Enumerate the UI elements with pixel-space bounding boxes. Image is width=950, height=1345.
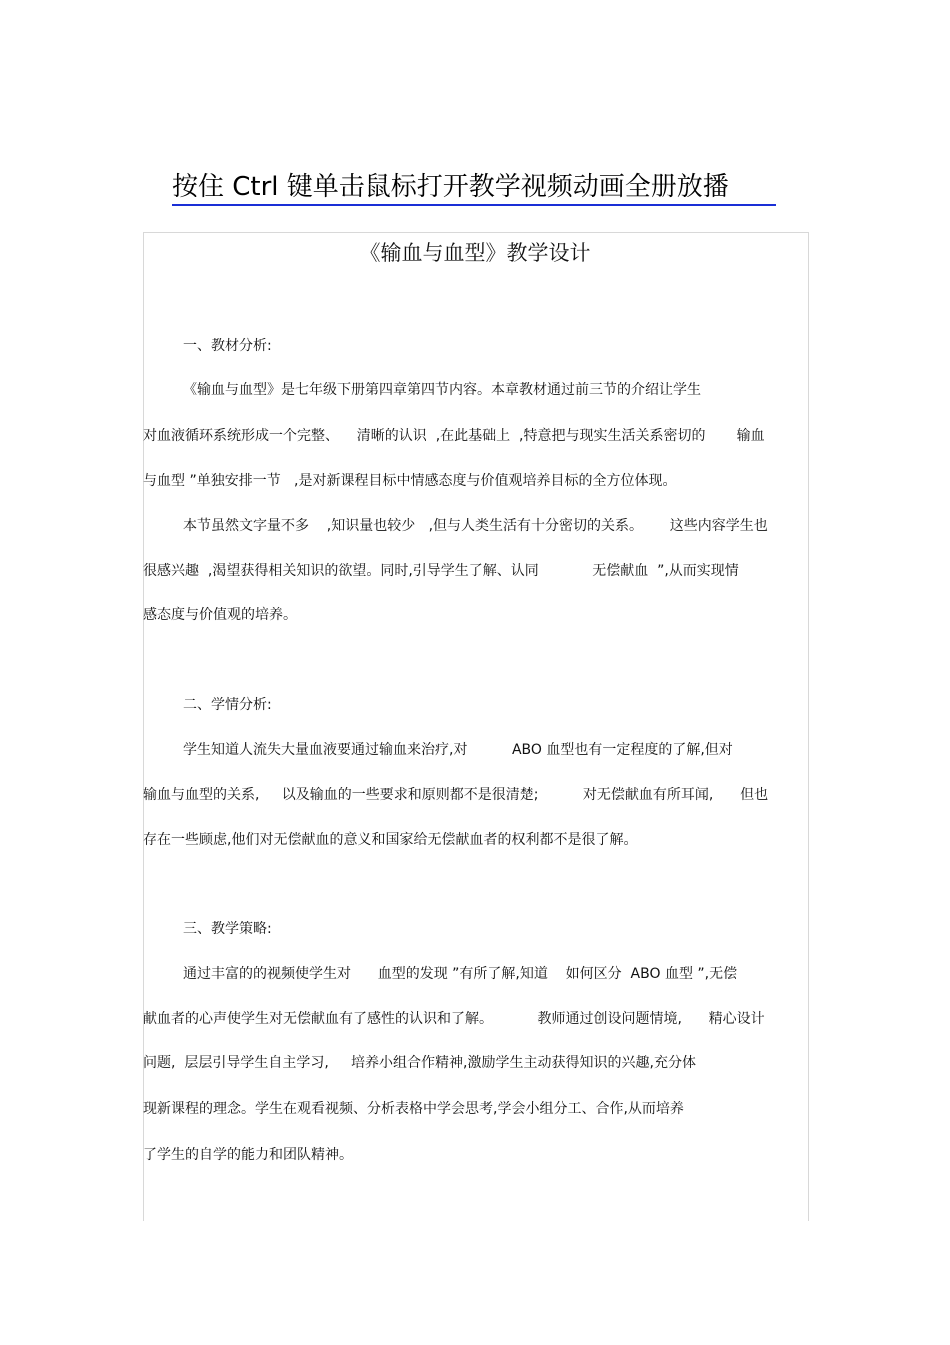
paragraph-line: 感态度与价值观的培养。 (143, 607, 297, 623)
paragraph-line: 献血者的心声使学生对无偿献血有了感性的认识和了解。 教师通过创设问题情境, 精心设计 (143, 1011, 765, 1027)
paragraph-line: 与血型 ”单独安排一节 ,是对新课程目标中情感态度与价值观培养目标的全方位体现。 (143, 473, 677, 489)
paragraph-line: 《输血与血型》是七年级下册第四章第四节内容。本章教材通过前三节的介绍让学生 (183, 382, 701, 398)
video-link-text[interactable]: 按住 Ctrl 键单击鼠标打开教学视频动画全册放播 (172, 172, 729, 202)
paragraph-line: 输血与血型的关系, 以及输血的一些要求和原则都不是很清楚; 对无偿献血有所耳闻, 但也 (143, 787, 769, 803)
video-link[interactable] (172, 170, 776, 206)
paragraph-line: 通过丰富的的视频使学生对 血型的发现 ”有所了解,知道 如何区分 ABO 血型 ”,无偿 (183, 966, 738, 982)
section-heading-textbook-analysis: 一、教材分析: (183, 338, 272, 354)
paragraph-line: 存在一些顾虑,他们对无偿献血的意义和国家给无偿献血者的权利都不是很了解。 (143, 832, 638, 848)
paragraph-line: 问题, 层层引导学生自主学习, 培养小组合作精神,激励学生主动获得知识的兴趣,充分体 (143, 1055, 696, 1071)
paragraph-line: 对血液循环系统形成一个完整、 清晰的认识 ,在此基础上 ,特意把与现实生活关系密切的 输血 (143, 428, 765, 444)
paragraph-line: 了学生的自学的能力和团队精神。 (143, 1147, 353, 1163)
paragraph-line: 很感兴趣 ,渴望获得相关知识的欲望。同时,引导学生了解、认同 无偿献血 ”,从而实现情 (143, 563, 739, 579)
paragraph-line: 学生知道人流失大量血液要通过输血来治疗,对 ABO 血型也有一定程度的了解,但对 (183, 742, 733, 758)
section-heading-teaching-strategy: 三、教学策略: (183, 921, 272, 937)
paragraph-line: 本节虽然文字量不多 ,知识量也较少 ,但与人类生活有十分密切的关系。 这些内容学生也 (183, 518, 768, 534)
document-title: 《输血与血型》教学设计 (359, 241, 591, 265)
paragraph-line: 现新课程的理念。学生在观看视频、分析表格中学会思考,学会小组分工、合作,从而培养 (143, 1101, 684, 1117)
section-heading-student-analysis: 二、学情分析: (183, 697, 272, 713)
